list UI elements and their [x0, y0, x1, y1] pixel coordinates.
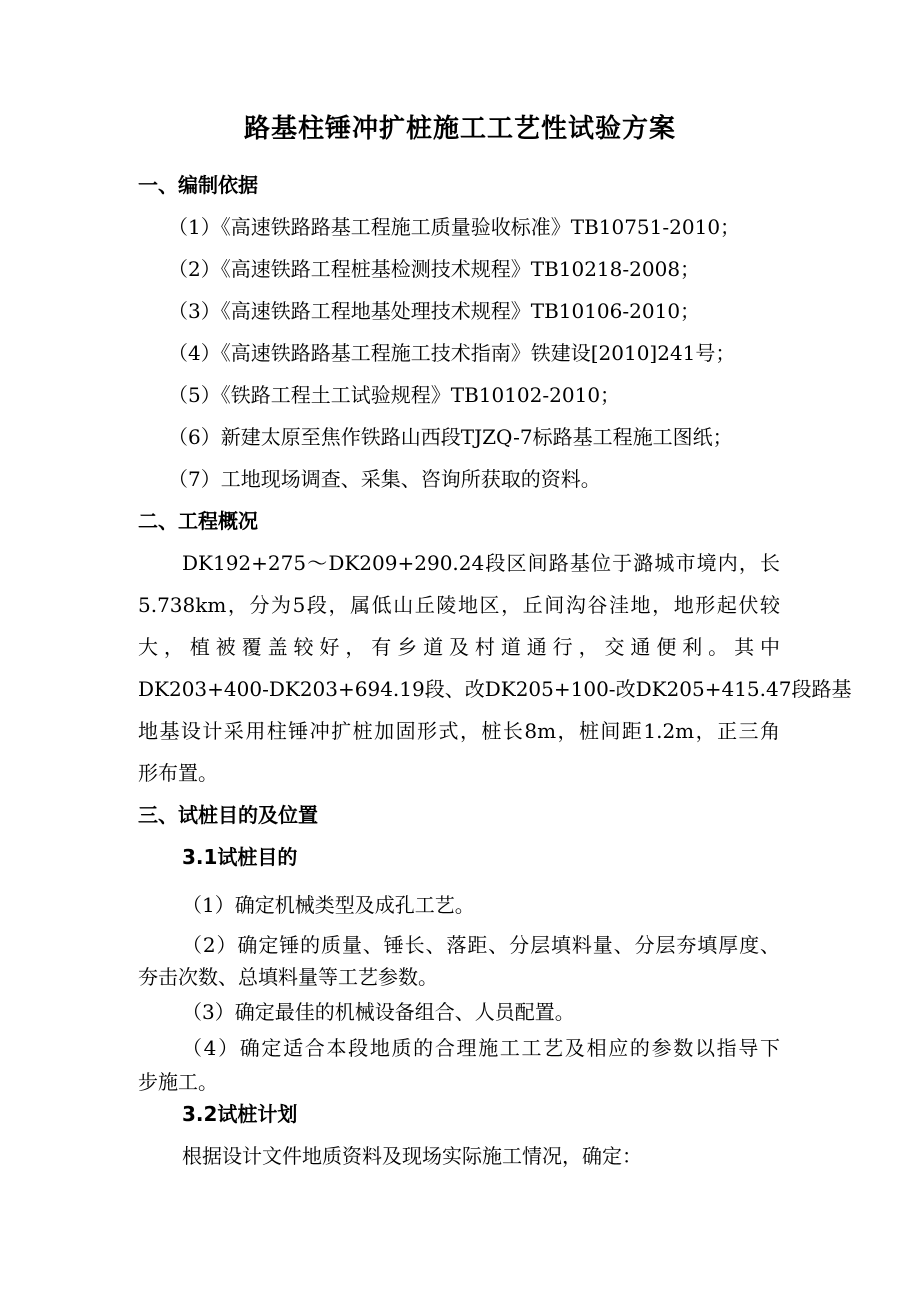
document-title: 路基柱锤冲扩桩施工工艺性试验方案 — [243, 114, 676, 144]
section-heading-overview: 二、工程概况 — [138, 509, 258, 533]
overview-line: 形布置。 — [138, 761, 218, 785]
section-heading-basis: 一、编制依据 — [138, 173, 258, 197]
basis-item: （5）《铁路工程土工试验规程》TB10102-2010； — [168, 383, 621, 407]
basis-item: （2）《高速铁路工程桩基检测技术规程》TB10218-2008； — [168, 257, 701, 281]
basis-item: （1）《高速铁路路基工程施工质量验收标准》TB10751-2010； — [168, 215, 741, 239]
overview-line: 5.738km，分为5段，属低山丘陵地区，丘间沟谷洼地，地形起伏较 — [138, 593, 780, 617]
overview-line: DK192+275～DK209+290.24段区间路基位于潞城市境内，长 — [182, 551, 780, 575]
section-heading-purpose-location: 三、试桩目的及位置 — [138, 803, 318, 827]
overview-line: 大，植被覆盖较好，有乡道及村道通行，交通便利。其中 — [138, 635, 780, 659]
basis-item: （7）工地现场调查、采集、咨询所获取的资料。 — [168, 467, 601, 491]
plan-line: 根据设计文件地质资料及现场实际施工情况，确定： — [182, 1144, 642, 1168]
subsection-heading-purpose: 3.1试桩目的 — [182, 845, 298, 869]
overview-line: DK203+400-DK203+694.19段、改DK205+100-改DK205+415.47段路基 — [138, 677, 852, 701]
purpose-line: （1）确定机械类型及成孔工艺。 — [182, 893, 475, 917]
purpose-line: （2）确定锤的质量、锤长、落距、分层填料量、分层夯填厚度、 — [182, 933, 780, 957]
basis-item: （6）新建太原至焦作铁路山西段TJZQ-7标路基工程施工图纸； — [168, 425, 733, 449]
basis-item: （3）《高速铁路工程地基处理技术规程》TB10106-2010； — [168, 299, 701, 323]
purpose-line: 步施工。 — [138, 1070, 218, 1094]
purpose-line: （4）确定适合本段地质的合理施工工艺及相应的参数以指导下 — [182, 1036, 780, 1060]
subsection-heading-plan: 3.2试桩计划 — [182, 1102, 298, 1126]
purpose-line: （3）确定最佳的机械设备组合、人员配置。 — [182, 1000, 575, 1024]
overview-line: 地基设计采用柱锤冲扩桩加固形式，桩长8m，桩间距1.2m，正三角 — [138, 719, 780, 743]
basis-item: （4）《高速铁路路基工程施工技术指南》铁建设[2010]241号； — [168, 341, 736, 365]
purpose-line: 夯击次数、总填料量等工艺参数。 — [138, 965, 438, 989]
